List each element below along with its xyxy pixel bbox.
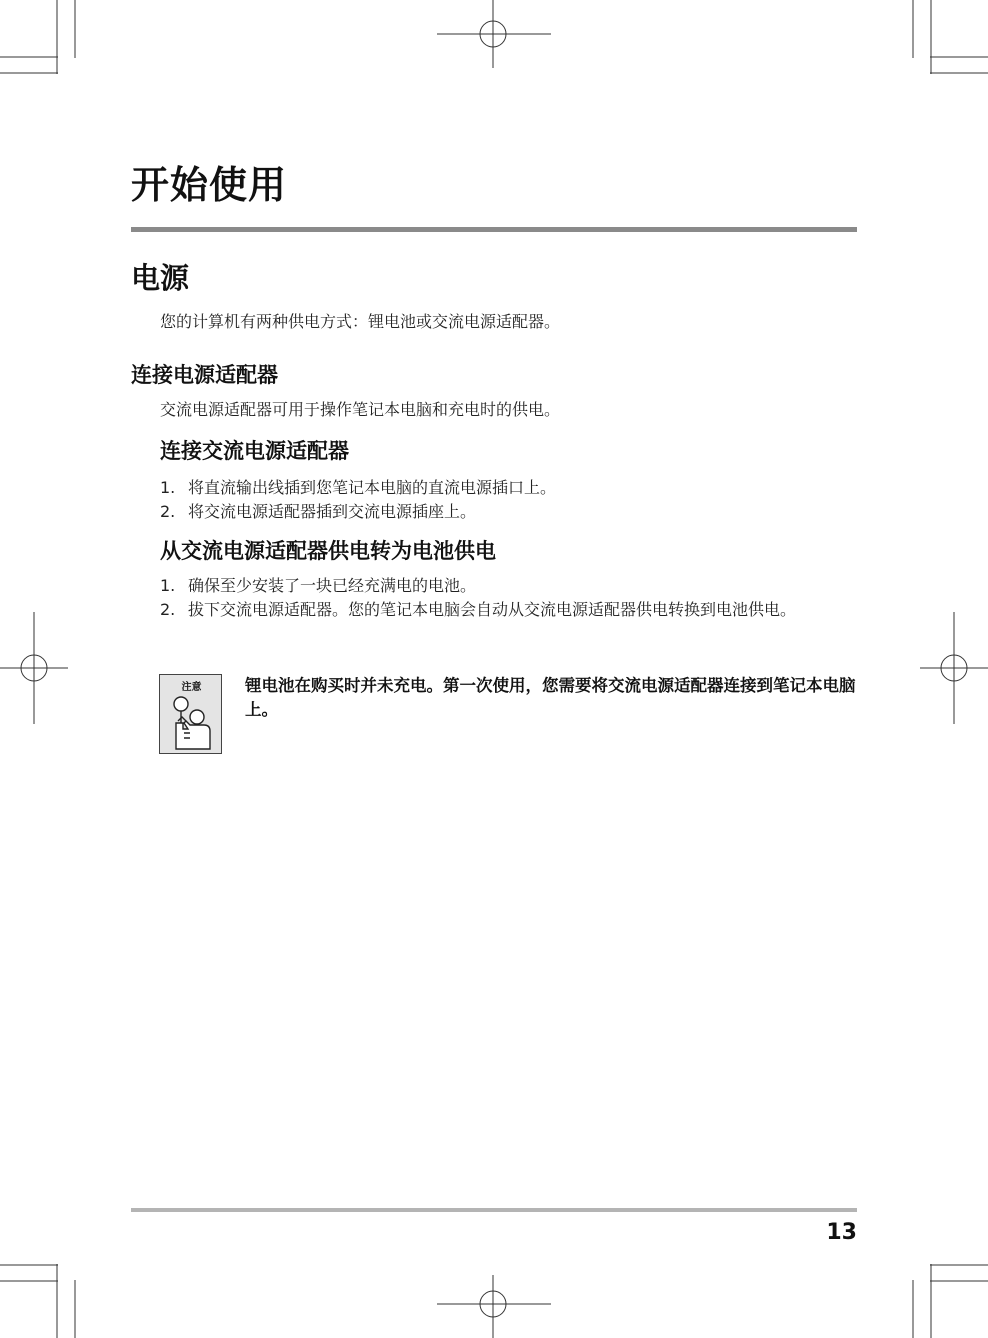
power-intro: 您的计算机有两种供电方式：锂电池或交流电源适配器。	[160, 312, 561, 331]
chapter-title: 开始使用	[131, 163, 288, 207]
section-title-power: 电源	[131, 261, 190, 295]
step-number: 1.	[160, 576, 176, 595]
title-divider	[131, 227, 857, 232]
step-text: 拔下交流电源适配器。您的笔记本电脑会自动从交流电源适配器供电转换到电池供电。	[188, 600, 797, 619]
connect-steps	[160, 476, 856, 524]
step-text: 确保至少安装了一块已经充满电的电池。	[188, 576, 477, 595]
switch-steps	[160, 574, 856, 622]
footer-divider	[131, 1208, 857, 1212]
note-text: 锂电池在购买时并未充电。第一次使用，您需要将交流电源适配器连接到笔记本电脑上。	[245, 676, 856, 719]
list-item	[160, 598, 856, 622]
note-label: 注意	[181, 682, 202, 693]
subsection-title-adapter: 连接电源适配器	[131, 363, 278, 387]
step-number: 1.	[160, 478, 176, 497]
adapter-description: 交流电源适配器可用于操作笔记本电脑和充电时的供电。	[160, 400, 561, 419]
step-text: 将直流输出线插到您笔记本电脑的直流电源插口上。	[188, 478, 557, 497]
raised-hand-figure-icon	[170, 693, 214, 751]
list-item	[160, 574, 856, 598]
heading-connect-adapter: 连接交流电源适配器	[160, 439, 349, 463]
list-item	[160, 500, 856, 524]
list-item	[160, 476, 856, 500]
step-number: 2.	[160, 502, 176, 521]
page-number: 13	[826, 1220, 857, 1245]
step-text: 将交流电源适配器插到交流电源插座上。	[188, 502, 477, 521]
note-callout-icon	[159, 674, 222, 754]
step-number: 2.	[160, 600, 176, 619]
heading-switch-to-battery: 从交流电源适配器供电转为电池供电	[160, 539, 496, 563]
